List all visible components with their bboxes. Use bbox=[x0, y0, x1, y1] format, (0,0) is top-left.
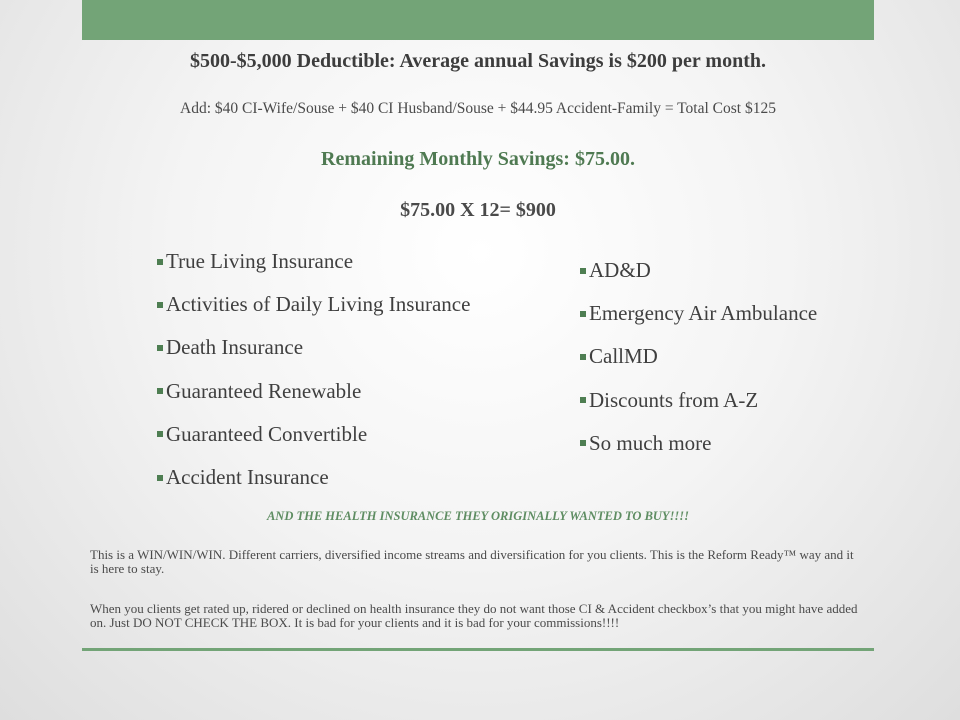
annual-total-line: $75.00 X 12= $900 bbox=[400, 199, 556, 221]
tagline: AND THE HEALTH INSURANCE THEY ORIGINALLY WANTED TO BUY!!!! bbox=[266, 509, 690, 523]
rated-up-paragraph: When you clients get rated up, ridered or declined on health insurance they do not want those CI & Accident checkbox’s that you might have added on. Just DO NOT CHECK THE BOX. It is bad for your clients and it is bad for your commissions!!!! bbox=[90, 601, 858, 630]
add-cost-line: Add: $40 CI-Wife/Souse + $40 CI Husband/Souse + $44.95 Accident-Family = Total Cost $125 bbox=[180, 100, 776, 117]
list-item: CallMD bbox=[580, 335, 817, 378]
list-item: AD&D bbox=[580, 249, 817, 292]
square-bullet-icon bbox=[580, 354, 586, 360]
square-bullet-icon bbox=[157, 388, 163, 394]
win-paragraph: This is a WIN/WIN/WIN. Different carriers, diversified income streams and diversification for you clients. This is the Reform Ready™ way and it is here to stay. bbox=[90, 547, 854, 576]
list-item: Accident Insurance bbox=[157, 456, 470, 499]
square-bullet-icon bbox=[580, 397, 586, 403]
square-bullet-icon bbox=[157, 475, 163, 481]
list-item: True Living Insurance bbox=[157, 240, 470, 283]
list-item: Discounts from A-Z bbox=[580, 379, 817, 422]
remaining-savings-heading: Remaining Monthly Savings: $75.00. bbox=[321, 148, 635, 170]
list-item: Guaranteed Renewable bbox=[157, 370, 470, 413]
square-bullet-icon bbox=[157, 259, 163, 265]
square-bullet-icon bbox=[580, 268, 586, 274]
list-item: Death Insurance bbox=[157, 326, 470, 369]
square-bullet-icon bbox=[157, 345, 163, 351]
list-item: Guaranteed Convertible bbox=[157, 413, 470, 456]
list-item: Activities of Daily Living Insurance bbox=[157, 283, 470, 326]
left-benefits-list bbox=[157, 240, 470, 499]
square-bullet-icon bbox=[157, 431, 163, 437]
right-benefits-list bbox=[580, 249, 817, 465]
square-bullet-icon bbox=[157, 302, 163, 308]
list-item: So much more bbox=[580, 422, 817, 465]
top-accent-bar bbox=[82, 0, 874, 40]
bottom-divider bbox=[82, 648, 874, 651]
square-bullet-icon bbox=[580, 311, 586, 317]
square-bullet-icon bbox=[580, 440, 586, 446]
deductible-heading: $500-$5,000 Deductible: Average annual Savings is $200 per month. bbox=[190, 50, 766, 72]
list-item: Emergency Air Ambulance bbox=[580, 292, 817, 335]
